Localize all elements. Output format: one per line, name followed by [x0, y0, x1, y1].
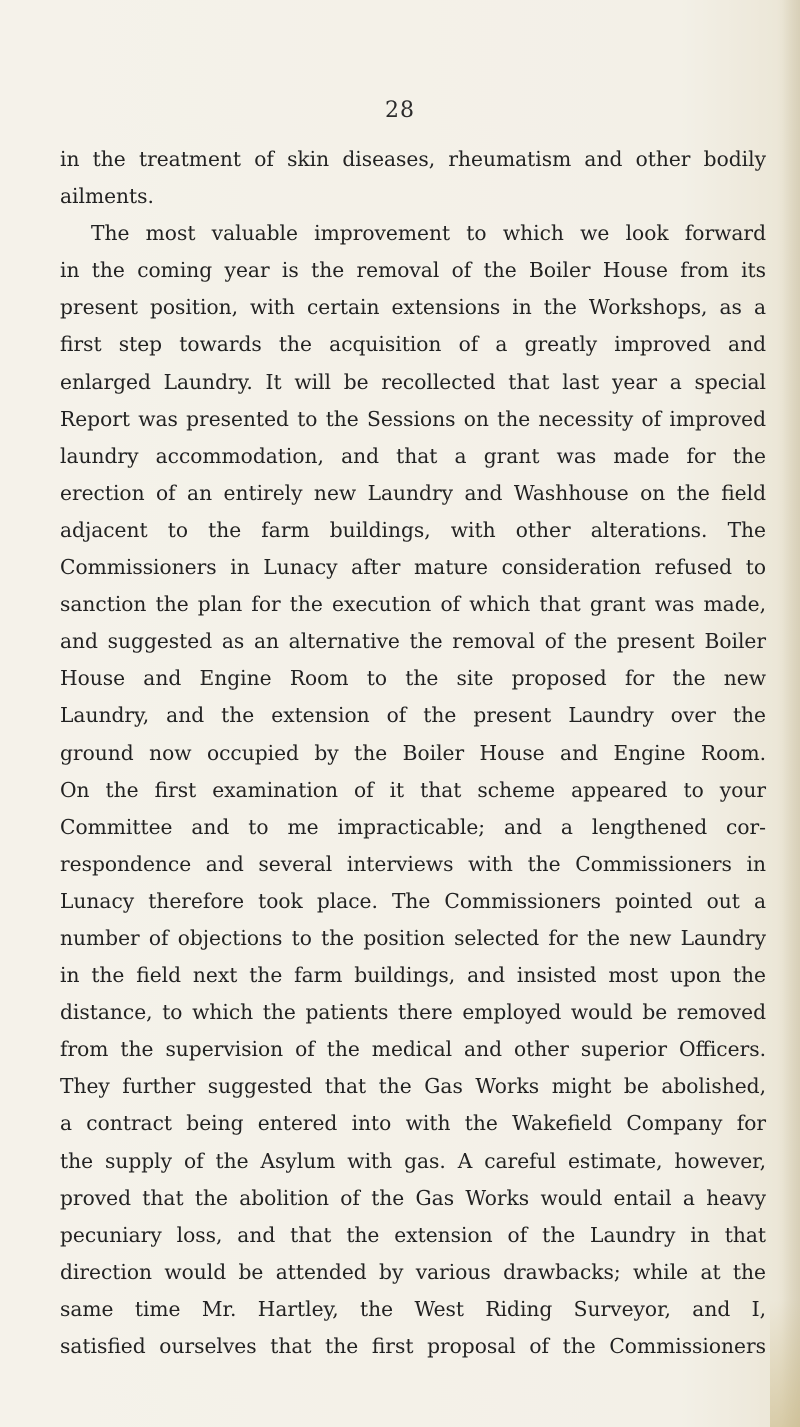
text-line: laundry accommodation, and that a grant was made for the — [60, 443, 766, 468]
text-line: and suggested as an alternative the removal of the present Boiler — [60, 629, 766, 654]
text-line: enlarged Laundry. It will be recollected that last year a special — [60, 369, 766, 394]
text-line: the supply of the Asylum with gas. A careful estimate, however, — [60, 1148, 766, 1173]
text-line: Commissioners in Lunacy after mature consideration refused to — [60, 555, 766, 580]
page-edge-stain — [770, 1300, 800, 1427]
text-line: ground now occupied by the Boiler House and Engine Room. — [60, 740, 766, 765]
text-line: The most valuable improvement to which we look forward — [91, 221, 766, 246]
text-line: House and Engine Room to the site proposed for the new — [60, 666, 766, 691]
text-line: Lunacy therefore took place. The Commissioners pointed out a — [60, 888, 766, 913]
text-line: adjacent to the farm buildings, with other alterations. The — [60, 517, 766, 542]
text-line: present position, with certain extensions in the Workshops, as a — [60, 295, 766, 320]
text-line: in the coming year is the removal of the Boiler House from its — [60, 258, 766, 283]
text-line: distance, to which the patients there employed would be removed — [60, 1000, 766, 1025]
body-text — [60, 141, 766, 1365]
text-line: satisfied ourselves that the first proposal of the Commissioners — [60, 1334, 766, 1358]
page-edge-shadow — [782, 0, 800, 1427]
text-line: from the supervision of the medical and other superior Officers. — [60, 1037, 766, 1062]
text-line: sanction the plan for the execution of which that grant was made, — [60, 592, 766, 617]
text-line: direction would be attended by various drawbacks; while at the — [60, 1259, 766, 1284]
text-line: On the first examination of it that scheme appeared to your — [60, 777, 766, 802]
text-line: pecuniary loss, and that the extension of the Laundry in that — [60, 1222, 766, 1247]
text-line: a contract being entered into with the Wakefield Company for — [60, 1111, 766, 1136]
text-line: ailments. — [60, 184, 154, 209]
text-line: same time Mr. Hartley, the West Riding Surveyor, and I, — [60, 1296, 766, 1321]
text-line: Committee and to me impracticable; and a lengthened cor- — [60, 814, 766, 839]
text-line: They further suggested that the Gas Works might be abolished, — [60, 1074, 766, 1099]
text-line: erection of an entirely new Laundry and Washhouse on the field — [60, 480, 766, 505]
text-line: in the treatment of skin diseases, rheumatism and other bodily — [60, 147, 766, 171]
text-line: first step towards the acquisition of a greatly improved and — [60, 332, 766, 357]
text-line: proved that the abolition of the Gas Works would entail a heavy — [60, 1185, 766, 1210]
text-line: Laundry, and the extension of the present Laundry over the — [60, 703, 766, 728]
text-line: respondence and several interviews with the Commissioners in — [60, 851, 766, 876]
text-line: in the field next the farm buildings, and insisted most upon the — [60, 963, 766, 988]
text-line: number of objections to the position selected for the new Laundry — [60, 925, 766, 950]
text-line: Report was presented to the Sessions on the necessity of improved — [60, 406, 766, 431]
page-number: 28 — [385, 98, 415, 123]
